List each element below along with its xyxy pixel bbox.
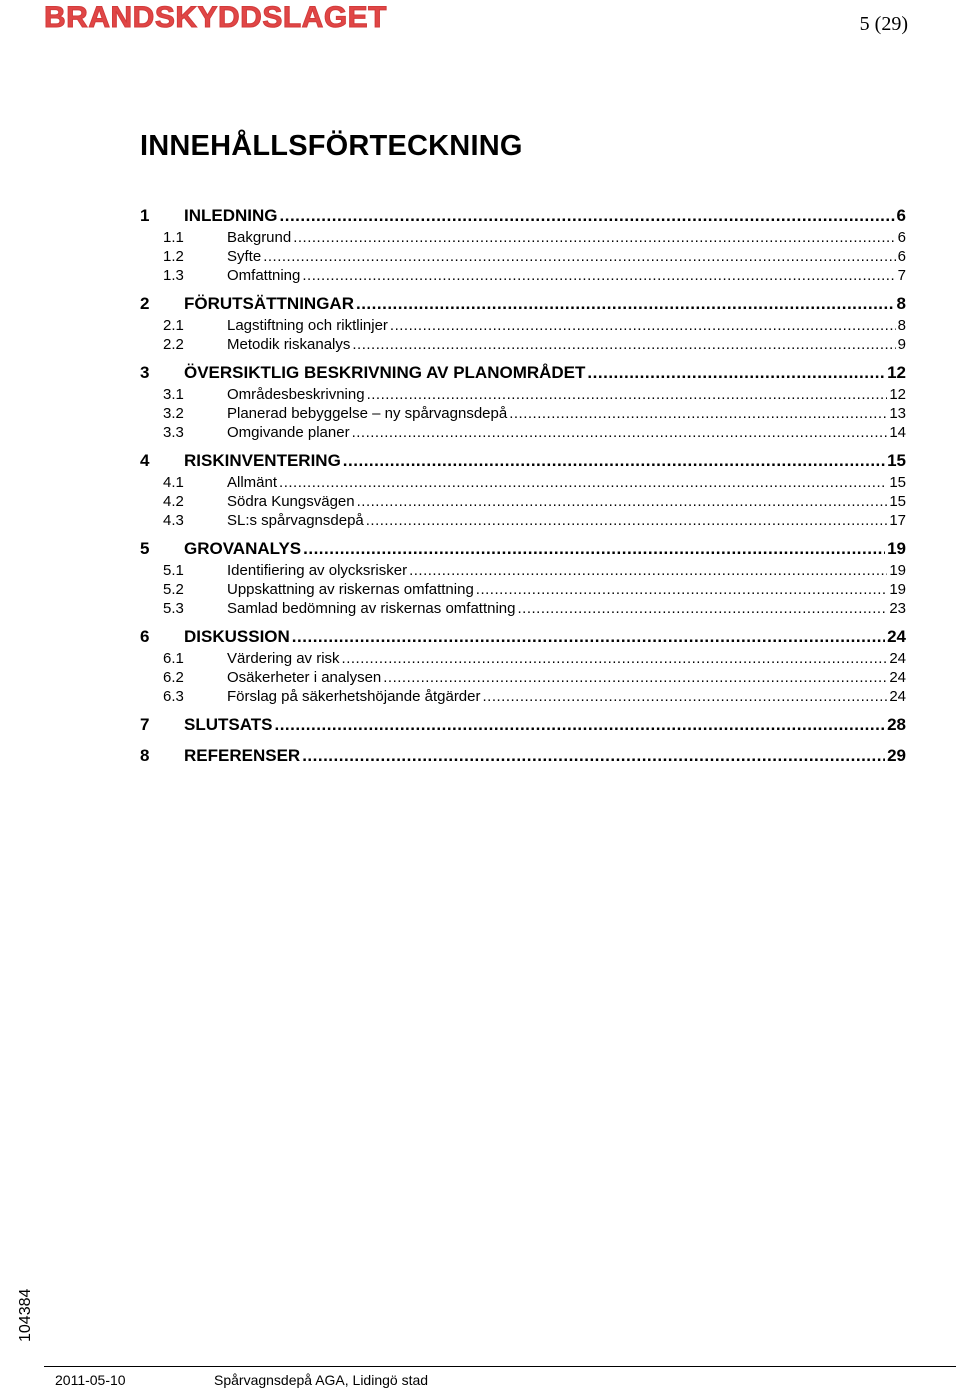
toc-entry-title: SL:s spårvagnsdepå bbox=[227, 512, 364, 529]
toc-dot-leader bbox=[279, 473, 887, 492]
toc-dot-leader bbox=[390, 316, 896, 335]
toc-chapter-entry[interactable] bbox=[140, 361, 906, 385]
toc-entry-number: 1.2 bbox=[163, 248, 184, 265]
toc-chapter-entry[interactable] bbox=[140, 292, 906, 316]
toc-entry-page: 19 bbox=[889, 562, 906, 579]
toc-section-entry[interactable] bbox=[140, 511, 906, 530]
toc-entry-number: 3 bbox=[140, 363, 150, 382]
toc-entry-page: 28 bbox=[887, 715, 906, 734]
toc-entry-page: 13 bbox=[889, 405, 906, 422]
toc-entry-title: Uppskattning av riskernas omfattning bbox=[227, 581, 474, 598]
toc-entry-page: 19 bbox=[887, 539, 906, 558]
toc-dot-leader bbox=[509, 404, 887, 423]
toc-entry-page: 17 bbox=[889, 512, 906, 529]
toc-entry-number: 5.2 bbox=[163, 581, 184, 598]
toc-entry-page: 12 bbox=[887, 363, 906, 382]
page-title: INNEHÅLLSFÖRTECKNING bbox=[140, 130, 523, 162]
toc-dot-leader bbox=[483, 687, 888, 706]
toc-section-entry[interactable] bbox=[140, 404, 906, 423]
toc-dot-leader bbox=[367, 385, 888, 404]
document-code: 104384 bbox=[17, 1288, 34, 1342]
toc-entry-number: 6 bbox=[140, 627, 150, 646]
toc-section-entry[interactable] bbox=[140, 316, 906, 335]
toc-entry-page: 24 bbox=[887, 627, 906, 646]
toc-entry-title: INLEDNING bbox=[184, 206, 278, 225]
toc-section-entry[interactable] bbox=[140, 335, 906, 354]
toc-entry-number: 2.1 bbox=[163, 317, 184, 334]
toc-dot-leader bbox=[343, 449, 885, 473]
toc-entry-page: 14 bbox=[889, 424, 906, 441]
toc-dot-leader bbox=[292, 625, 885, 649]
toc-dot-leader bbox=[476, 580, 888, 599]
toc-dot-leader bbox=[302, 266, 895, 285]
toc-entry-number: 5.1 bbox=[163, 562, 184, 579]
toc-entry-title: FÖRUTSÄTTNINGAR bbox=[184, 294, 354, 313]
toc-section-entry[interactable] bbox=[140, 668, 906, 687]
toc-entry-title: Lagstiftning och riktlinjer bbox=[227, 317, 388, 334]
toc-entry-page: 19 bbox=[889, 581, 906, 598]
toc-entry-number: 1.3 bbox=[163, 267, 184, 284]
toc-entry-number: 2.2 bbox=[163, 336, 184, 353]
toc-entry-title: SLUTSATS bbox=[184, 715, 273, 734]
footer-divider bbox=[44, 1366, 956, 1367]
toc-entry-title: Samlad bedömning av riskernas omfattning bbox=[227, 600, 516, 617]
toc-entry-number: 1 bbox=[140, 206, 150, 225]
toc-section-entry[interactable] bbox=[140, 423, 906, 442]
toc-entry-title: RISKINVENTERING bbox=[184, 451, 341, 470]
toc-entry-page: 7 bbox=[897, 267, 906, 284]
toc-entry-number: 4 bbox=[140, 451, 150, 470]
toc-chapter-entry[interactable] bbox=[140, 713, 906, 737]
toc-dot-leader bbox=[280, 204, 895, 228]
toc-entry-page: 24 bbox=[889, 669, 906, 686]
toc-entry-page: 24 bbox=[889, 650, 906, 667]
toc-entry-title: Södra Kungsvägen bbox=[227, 493, 355, 510]
toc-entry-page: 8 bbox=[896, 294, 906, 313]
toc-entry-title: Metodik riskanalys bbox=[227, 336, 351, 353]
footer-date: 2011-05-10 bbox=[55, 1372, 126, 1388]
toc-dot-leader bbox=[352, 335, 895, 354]
toc-entry-number: 6.3 bbox=[163, 688, 184, 705]
toc-dot-leader bbox=[518, 599, 888, 618]
toc-entry-title: REFERENSER bbox=[184, 746, 301, 765]
toc-dot-leader bbox=[366, 511, 888, 530]
toc-chapter-entry[interactable] bbox=[140, 449, 906, 473]
toc-entry-title: Planerad bebyggelse – ny spårvagnsdepå bbox=[227, 405, 508, 422]
toc-entry-page: 15 bbox=[889, 474, 906, 491]
toc-entry-title: Syfte bbox=[227, 248, 262, 265]
toc-entry-page: 23 bbox=[889, 600, 906, 617]
toc-section-entry[interactable] bbox=[140, 247, 906, 266]
toc-dot-leader bbox=[356, 292, 895, 316]
toc-entry-page: 9 bbox=[897, 336, 906, 353]
toc-entry-page: 12 bbox=[889, 386, 906, 403]
toc-entry-title: Identifiering av olycksrisker bbox=[227, 562, 408, 579]
toc-entry-title: DISKUSSION bbox=[184, 627, 290, 646]
toc-entry-title: Områdesbeskrivning bbox=[227, 386, 365, 403]
table-of-contents bbox=[140, 204, 906, 768]
toc-entry-title: GROVANALYS bbox=[184, 539, 302, 558]
toc-dot-leader bbox=[352, 423, 888, 442]
toc-section-entry[interactable] bbox=[140, 385, 906, 404]
toc-dot-leader bbox=[274, 713, 885, 737]
toc-entry-number: 1.1 bbox=[163, 229, 184, 246]
toc-entry-number: 4.3 bbox=[163, 512, 184, 529]
toc-entry-title: Osäkerheter i analysen bbox=[227, 669, 382, 686]
toc-entry-number: 3.1 bbox=[163, 386, 184, 403]
toc-chapter-entry[interactable] bbox=[140, 744, 906, 768]
toc-dot-leader bbox=[303, 537, 885, 561]
toc-dot-leader bbox=[302, 744, 885, 768]
toc-entry-number: 5 bbox=[140, 539, 150, 558]
toc-section-entry[interactable] bbox=[140, 649, 906, 668]
toc-dot-leader bbox=[293, 228, 895, 247]
toc-entry-title: ÖVERSIKTLIG BESKRIVNING AV PLANOMRÅDET bbox=[184, 363, 586, 382]
toc-entry-number: 3.3 bbox=[163, 424, 184, 441]
toc-entry-number: 3.2 bbox=[163, 405, 184, 422]
toc-chapter-entry[interactable] bbox=[140, 204, 906, 228]
toc-entry-title: Omgivande planer bbox=[227, 424, 350, 441]
toc-entry-page: 29 bbox=[887, 746, 906, 765]
toc-chapter-entry[interactable] bbox=[140, 537, 906, 561]
toc-dot-leader bbox=[409, 561, 887, 580]
toc-section-entry[interactable] bbox=[140, 492, 906, 511]
toc-entry-title: Bakgrund bbox=[227, 229, 292, 246]
toc-section-entry[interactable] bbox=[140, 599, 906, 618]
toc-entry-number: 7 bbox=[140, 715, 150, 734]
toc-entry-title: Omfattning bbox=[227, 267, 301, 284]
toc-entry-number: 2 bbox=[140, 294, 150, 313]
toc-entry-page: 15 bbox=[887, 451, 906, 470]
toc-dot-leader bbox=[357, 492, 888, 511]
toc-dot-leader bbox=[342, 649, 888, 668]
footer-project-name: Spårvagnsdepå AGA, Lidingö stad bbox=[214, 1372, 429, 1388]
toc-section-entry[interactable] bbox=[140, 687, 906, 706]
toc-entry-page: 6 bbox=[897, 229, 906, 246]
toc-entry-page: 6 bbox=[897, 248, 906, 265]
toc-dot-leader bbox=[587, 361, 885, 385]
toc-entry-number: 5.3 bbox=[163, 600, 184, 617]
toc-entry-title: Förslag på säkerhetshöjande åtgärder bbox=[227, 688, 481, 705]
toc-section-entry[interactable] bbox=[140, 580, 906, 599]
toc-entry-page: 8 bbox=[897, 317, 906, 334]
toc-section-entry[interactable] bbox=[140, 228, 906, 247]
toc-section-entry[interactable] bbox=[140, 561, 906, 580]
toc-entry-number: 4.2 bbox=[163, 493, 184, 510]
toc-entry-page: 24 bbox=[889, 688, 906, 705]
toc-section-entry[interactable] bbox=[140, 473, 906, 492]
toc-entry-page: 15 bbox=[889, 493, 906, 510]
toc-dot-leader bbox=[263, 247, 895, 266]
toc-entry-title: Allmänt bbox=[227, 474, 278, 491]
toc-dot-leader bbox=[383, 668, 887, 687]
toc-entry-title: Värdering av risk bbox=[227, 650, 340, 667]
company-logo: BRANDSKYDDSLAGET bbox=[44, 1, 388, 34]
toc-entry-number: 4.1 bbox=[163, 474, 184, 491]
toc-section-entry[interactable] bbox=[140, 266, 906, 285]
toc-chapter-entry[interactable] bbox=[140, 625, 906, 649]
toc-entry-number: 6.2 bbox=[163, 669, 184, 686]
toc-entry-number: 8 bbox=[140, 746, 150, 765]
page-number: 5 (29) bbox=[859, 13, 908, 35]
toc-entry-number: 6.1 bbox=[163, 650, 184, 667]
toc-entry-page: 6 bbox=[896, 206, 906, 225]
